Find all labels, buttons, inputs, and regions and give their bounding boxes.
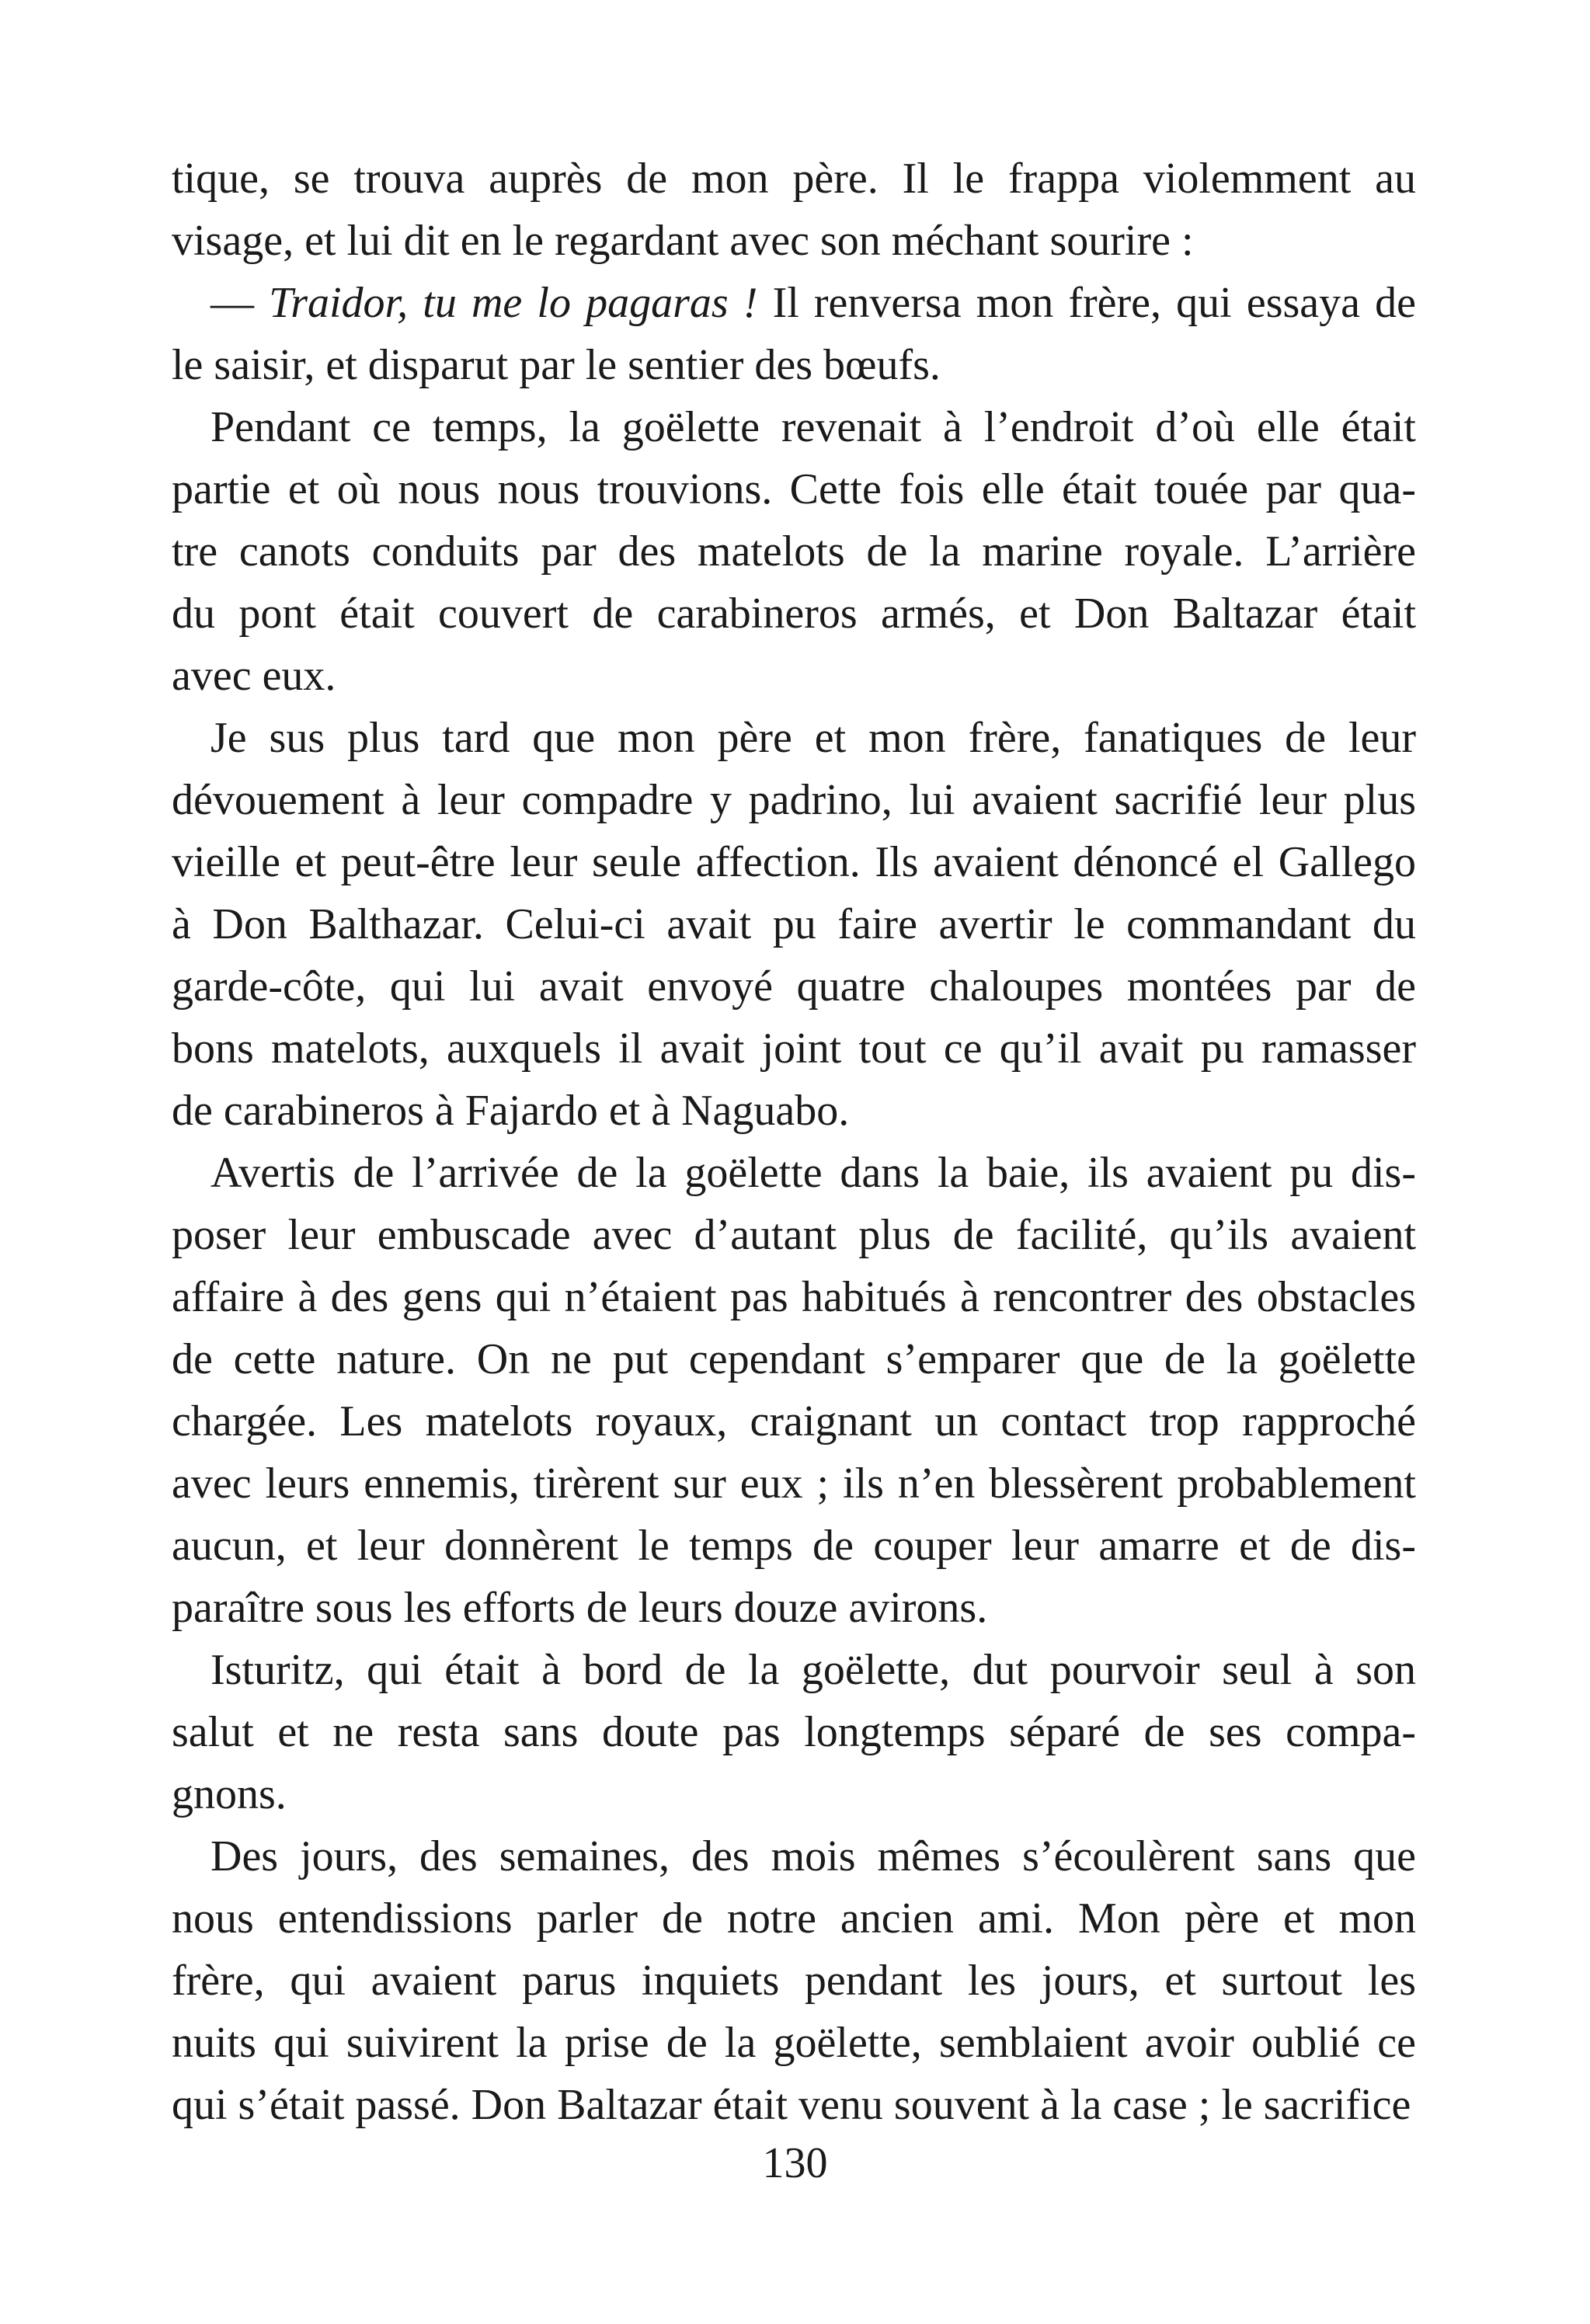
text-line: aucun, et leur donnèrent le temps de couper leur amarre et de dis- xyxy=(172,1522,1416,1570)
line-rest: Il renversa mon frère, qui essaya de xyxy=(757,279,1416,327)
text-line: garde-côte, qui lui avait envoyé quatre chaloupes montées par de xyxy=(172,962,1416,1011)
text-line: avec leurs ennemis, tirèrent sur eux ; ils n’en blessèrent probablement xyxy=(172,1459,1416,1508)
text-line: frère, qui avaient parus inquiets pendant les jours, et surtout les xyxy=(172,1957,1416,2005)
page-number: 130 xyxy=(762,2139,828,2187)
text-line: le saisir, et disparut par le sentier des bœufs. xyxy=(172,341,941,389)
text-line: poser leur embuscade avec d’autant plus de facilité, qu’ils avaient xyxy=(172,1211,1416,1259)
text-line: Je sus plus tard que mon père et mon frère, fanatiques de leur xyxy=(210,714,1416,762)
text-line: bons matelots, auxquels il avait joint tout ce qu’il avait pu ramasser xyxy=(172,1025,1416,1073)
text-line: Isturitz, qui était à bord de la goëlette, dut pourvoir seul à son xyxy=(210,1646,1416,1694)
text-line: partie et où nous nous trouvions. Cette fois elle était touée par qua- xyxy=(172,465,1416,513)
text-line: vieille et peut-être leur seule affection. Ils avaient dénoncé el Gallego xyxy=(172,838,1416,886)
italic-quote: Traidor, tu me lo pagaras ! xyxy=(269,279,758,327)
text-line: de cette nature. On ne put cependant s’emparer que de la goëlette xyxy=(172,1335,1416,1383)
text-line: nuits qui suivirent la prise de la goëlette, semblaient avoir oublié ce xyxy=(172,2019,1416,2067)
text-line: nous entendissions parler de notre ancien ami. Mon père et mon xyxy=(172,1894,1416,1943)
text-line: tique, se trouva auprès de mon père. Il le frappa violemment au xyxy=(172,155,1416,203)
text-line: à Don Balthazar. Celui-ci avait pu faire avertir le commandant du xyxy=(172,900,1416,948)
text-line: affaire à des gens qui n’étaient pas habitués à rencontrer des obstacles xyxy=(172,1273,1416,1321)
text-line xyxy=(172,272,1416,334)
text-line: chargée. Les matelots royaux, craignant un contact trop rapproché xyxy=(172,1397,1416,1446)
text-line: de carabineros à Fajardo et à Naguabo. xyxy=(172,1087,850,1135)
text-line: visage, et lui dit en le regardant avec son méchant sourire : xyxy=(172,217,1194,265)
text-line: tre canots conduits par des matelots de la marine royale. L’arrière xyxy=(172,527,1416,576)
text-line: du pont était couvert de carabineros armés, et Don Baltazar était xyxy=(172,590,1416,638)
text-line: dévouement à leur compadre y padrino, lui avaient sacrifié leur plus xyxy=(172,776,1416,824)
text-line: Avertis de l’arrivée de la goëlette dans la baie, ils avaient pu dis- xyxy=(210,1149,1416,1197)
text-line: paraître sous les efforts de leurs douze avirons. xyxy=(172,1584,988,1632)
body-text xyxy=(172,148,1416,2136)
dialogue-dash: — xyxy=(210,279,270,327)
text-line: qui s’était passé. Don Baltazar était venu souvent à la case ; le sacrifice xyxy=(172,2081,1411,2129)
text-line: avec eux. xyxy=(172,652,336,700)
text-line: gnons. xyxy=(172,1770,287,1818)
text-line: Pendant ce temps, la goëlette revenait à l’endroit d’où elle était xyxy=(210,403,1416,451)
text-line: salut et ne resta sans doute pas longtemps séparé de ses compa- xyxy=(172,1708,1416,1756)
text-line: Des jours, des semaines, des mois mêmes s’écoulèrent sans que xyxy=(210,1832,1416,1880)
